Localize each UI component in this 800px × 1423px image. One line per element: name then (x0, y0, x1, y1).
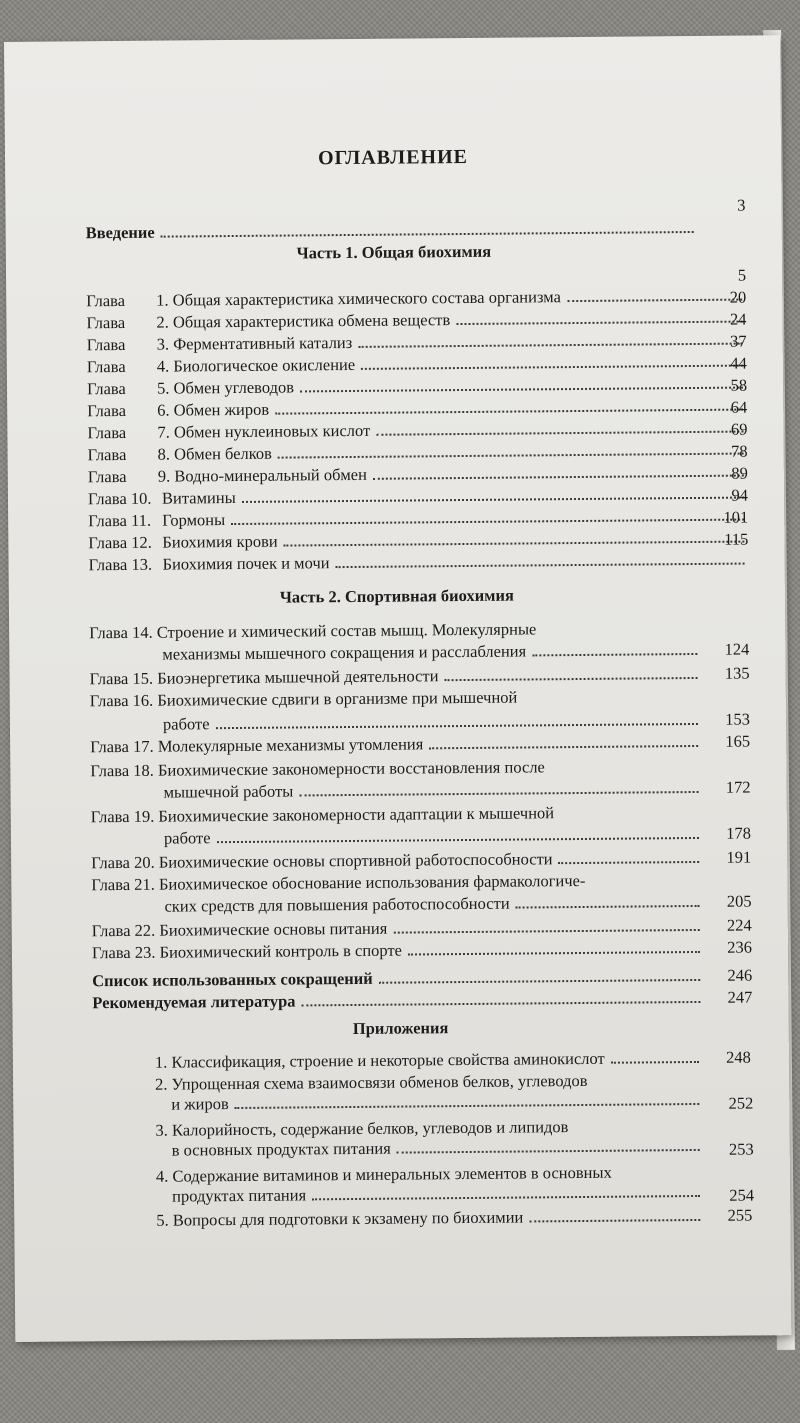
chapter-label: Глава (86, 378, 126, 399)
chapter-title: Глава 15. Биоэнергетика мышечной деятельности (89, 666, 439, 689)
page-title: ОГЛАВЛЕНИЕ (317, 145, 469, 170)
leader-dots (376, 431, 743, 436)
chapter-title: Биохимия крови (162, 531, 278, 552)
toc-entry-ch15[interactable] (89, 662, 749, 690)
chapter-title: Глава 22. Биохимические основы питания (91, 918, 388, 941)
chapter-title: Гормоны (162, 510, 226, 530)
leader-dots (611, 1061, 699, 1064)
leader-dots (217, 837, 699, 843)
leader-dots (235, 1103, 700, 1109)
ch19-page: 178 (726, 823, 752, 843)
appendix4-page: 254 (729, 1185, 755, 1205)
chapter-title: Глава 17. Молекулярные механизмы утомления (90, 734, 424, 757)
leader-dots (408, 951, 700, 956)
chapter-label: Глава 12. (88, 532, 152, 553)
chapter-label: Глава (86, 334, 126, 355)
chapter-label: Глава (87, 422, 127, 443)
chapter-title: Витамины (161, 487, 236, 508)
leader-dots (231, 519, 744, 525)
appendix-title: 1. Классификация, строение и некоторые свойства аминокислот (154, 1048, 605, 1072)
chapter-title: мышечной работы (163, 781, 294, 802)
ch19-line1[interactable]: Глава 19. Биохимические закономерности адаптации к мышечной (90, 803, 555, 827)
leader-dots (336, 563, 745, 569)
ch23-page: 236 (727, 937, 753, 957)
appendix-title: продуктах питания (171, 1185, 307, 1206)
ch12-page: 101 (723, 507, 749, 527)
toc-entry-ch13[interactable] (88, 548, 748, 576)
leader-dots (532, 653, 697, 656)
chapter-label: Глава 13. (88, 554, 153, 575)
ch15-page: 135 (724, 663, 750, 683)
chapter-label: Глава (87, 444, 127, 465)
leader-dots (445, 677, 698, 681)
leader-dots (299, 791, 698, 796)
leader-dots (393, 929, 700, 934)
abbrev-label: Список использованных сокращений (92, 968, 373, 991)
chapter-title: 1. Общая характеристика химического состава организма (156, 287, 561, 310)
chapter-label: Глава (87, 466, 127, 487)
appendix-title: и жиров (171, 1094, 229, 1114)
leader-dots (161, 231, 694, 238)
chapter-title: Глава 23. Биохимический контроль в спорте (91, 940, 403, 963)
chapter-title: 9. Водно-минеральный обмен (157, 464, 367, 486)
toc-entry-intro[interactable] (86, 216, 746, 244)
chapter-label: Глава 11. (88, 510, 152, 531)
ch20-page: 191 (726, 847, 752, 867)
ch3-page: 24 (729, 309, 747, 329)
ch2-page: 20 (729, 287, 747, 307)
toc-entry-literature[interactable] (92, 986, 752, 1014)
appendix5-page: 255 (727, 1205, 753, 1225)
toc-entry-ch18[interactable] (163, 776, 750, 803)
leader-dots (301, 1001, 700, 1006)
appendix2-line1[interactable]: 2. Упрощенная схема взаимосвязи обменов белков, углеводов (155, 1070, 588, 1094)
literature-page: 247 (727, 987, 753, 1007)
toc-entry-ch14[interactable] (162, 638, 749, 665)
part1-heading: Часть 1. Общая биохимия (296, 241, 492, 263)
chapter-title: 7. Обмен нуклеиновых кислот (157, 420, 371, 442)
chapter-title: 8. Обмен белков (157, 443, 273, 464)
ch6-page: 58 (730, 375, 748, 395)
ch7-page: 64 (730, 397, 748, 417)
toc-entry-ch23[interactable] (92, 936, 752, 964)
ch17-page: 165 (725, 731, 751, 751)
ch16-page: 153 (725, 709, 751, 729)
chapter-label: Глава 10. (87, 488, 152, 509)
appendix3-line1[interactable]: 3. Калорийность, содержание белков, углеводов и липидов (155, 1117, 569, 1140)
table-of-contents (4, 35, 791, 1342)
toc-entry-appendix3[interactable] (172, 1134, 704, 1161)
chapter-title: Глава 20. Биохимические основы спортивной работоспособности (91, 849, 553, 873)
ch14-page: 124 (724, 639, 750, 659)
leader-dots (284, 541, 745, 547)
toc-entry-ch20[interactable] (91, 846, 751, 874)
ch18-page: 172 (725, 777, 751, 797)
leader-dots (529, 1219, 700, 1222)
toc-entry-ch21[interactable] (164, 890, 751, 917)
chapter-title: ских средств для повышения работоспособности (164, 893, 510, 916)
leader-dots (516, 905, 700, 909)
toc-entry-appendix4[interactable] (172, 1180, 704, 1207)
ch14-line1[interactable]: Глава 14. Строение и химический состав мышц. Молекулярные (89, 619, 537, 643)
chapter-title: работе (162, 714, 210, 734)
chapter-label: Глава (87, 400, 127, 421)
chapter-title: 3. Ферментативный катализ (156, 332, 353, 354)
ch21-line1[interactable]: Глава 21. Биохимическое обоснование использования фармакологиче- (91, 870, 586, 895)
leader-dots (300, 387, 743, 393)
leader-dots (373, 475, 744, 480)
toc-entry-appendix1[interactable] (155, 1046, 751, 1073)
part2-heading: Часть 2. Спортивная биохимия (279, 585, 514, 607)
leader-dots (397, 1149, 700, 1154)
ch16-line1[interactable]: Глава 16. Биохимические сдвиги в организме при мышечной (89, 687, 518, 711)
leader-dots (216, 723, 698, 729)
leader-dots (429, 745, 698, 749)
leader-dots (379, 979, 700, 984)
appendix-title: 5. Вопросы для подготовки к экзамену по биохимии (156, 1207, 524, 1230)
appendix-title: в основных продуктах питания (171, 1138, 391, 1160)
ch21-page: 205 (726, 891, 752, 911)
chapter-title: 2. Общая характеристика обмена веществ (156, 310, 451, 332)
ch1-page: 5 (737, 265, 747, 285)
toc-entry-appendix5[interactable] (156, 1204, 752, 1231)
leader-dots (242, 497, 744, 503)
chapter-title: 5. Обмен углеводов (156, 377, 295, 398)
chapter-title: 6. Обмен жиров (157, 399, 270, 420)
chapter-title: механизмы мышечного сокращения и расслабления (162, 641, 527, 664)
ch8-page: 69 (730, 419, 748, 439)
ch13-page: 115 (724, 529, 749, 549)
ch5-page: 44 (730, 353, 747, 373)
ch22-page: 224 (726, 915, 752, 935)
intro-page: 3 (737, 195, 746, 215)
leader-dots (559, 861, 700, 864)
chapter-label: Глава (86, 356, 126, 377)
intro-label: Введение (85, 222, 155, 243)
appendix1-page: 248 (726, 1047, 751, 1067)
appendix-heading: Приложения (352, 1018, 449, 1038)
toc-entry-appendix2[interactable] (171, 1088, 703, 1115)
leader-dots (278, 453, 744, 459)
ch18-line1[interactable]: Глава 18. Биохимические закономерности восстановления после (90, 757, 545, 781)
ch11-page: 94 (731, 485, 749, 505)
appendix4-line1[interactable]: 4. Содержание витаминов и минеральных элементов в основных (155, 1162, 612, 1186)
ch10-page: 89 (731, 463, 748, 483)
chapter-label: Глава (86, 312, 126, 333)
book-page (4, 35, 791, 1342)
leader-dots (312, 1195, 700, 1200)
chapter-title: 4. Биологическое окисление (156, 354, 356, 376)
ch9-page: 78 (731, 441, 748, 461)
leader-dots (361, 365, 743, 370)
appendix2-page: 252 (728, 1093, 754, 1113)
leader-dots (358, 343, 742, 348)
toc-entry-ch17[interactable] (90, 730, 750, 758)
toc-entry-ch19[interactable] (164, 822, 751, 849)
chapter-label: Глава (86, 290, 126, 311)
chapter-title: работе (163, 828, 211, 848)
literature-label: Рекомендуемая литература (92, 991, 296, 1013)
abbrev-page: 246 (727, 965, 753, 985)
leader-dots (275, 409, 743, 415)
appendix3-page: 253 (728, 1139, 754, 1159)
chapter-title: Биохимия почек и мочи (162, 553, 330, 574)
ch4-page: 37 (730, 331, 747, 351)
